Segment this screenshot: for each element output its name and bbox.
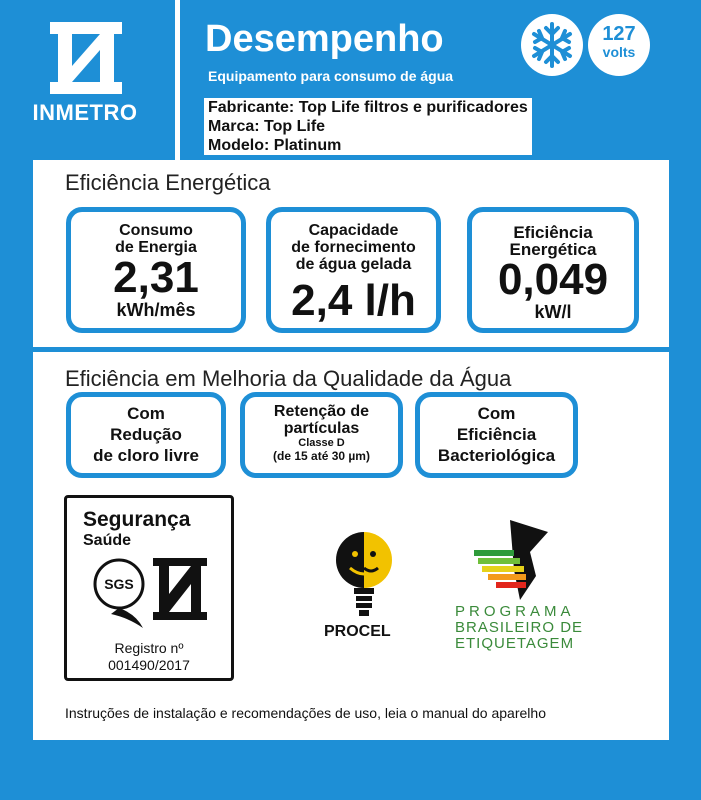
water-capacity-card (266, 207, 441, 333)
card-line: Com (127, 404, 165, 423)
card-label: de água gelada (295, 256, 412, 273)
card-line: Bacteriológica (437, 446, 556, 465)
snowflake-icon (521, 14, 583, 76)
section-divider (33, 347, 669, 352)
water-capacity-value: 2,4 l/h (291, 276, 416, 325)
bacteriological-card (415, 392, 578, 478)
inmetro-logo-text: INMETRO (32, 100, 138, 125)
badge-registration (67, 640, 231, 674)
header-divider (175, 0, 180, 160)
sgs-inmetro-seal (81, 556, 221, 636)
energy-consumption-unit: kWh/mês (116, 300, 196, 320)
badge-subtitle: Saúde (83, 532, 132, 549)
particle-retention-card (240, 392, 403, 478)
pbe-line: BRASILEIRO DE (455, 619, 584, 636)
brand: Marca: Top Life (208, 118, 326, 135)
energy-section-title: Eficiência Energética (65, 170, 271, 195)
registration-label: Registro nº (114, 640, 184, 656)
inmetro-logo (0, 0, 170, 160)
card-line: Classe D (298, 437, 345, 449)
product-info (204, 98, 532, 155)
energy-efficiency-card (467, 207, 639, 333)
sgs-text: SGS (104, 576, 134, 592)
energy-consumption-card (66, 207, 246, 333)
card-label: Eficiência (513, 223, 593, 242)
pbe-logo-icon (470, 520, 560, 605)
card-line: Eficiência (456, 425, 537, 444)
card-line: de cloro livre (93, 446, 199, 465)
header (0, 0, 701, 160)
card-line: Redução (110, 425, 182, 444)
card-line: Com (477, 404, 516, 423)
card-label: Energética (509, 240, 597, 259)
safety-badge (64, 495, 234, 681)
card-label: Consumo (119, 222, 193, 239)
registration-number: 001490/2017 (108, 657, 190, 673)
sgs-tail-icon (111, 608, 143, 628)
voltage-value: 127 (602, 23, 636, 45)
energy-efficiency-unit: kW/l (534, 302, 572, 322)
procel-label: PROCEL (324, 623, 391, 640)
card-label: de Energia (115, 239, 197, 256)
model: Modelo: Platinum (208, 137, 342, 154)
page-subtitle: Equipamento para consumo de água (208, 68, 454, 84)
inmetro-n-icon (50, 22, 122, 94)
voltage-badge (588, 14, 650, 76)
page-title: Desempenho (205, 18, 444, 60)
badge-title: Segurança (83, 508, 191, 531)
procel-bulb-icon (334, 530, 394, 622)
energy-efficiency-value: 0,049 (497, 255, 609, 304)
pbe-text (455, 604, 583, 652)
quality-section-title: Eficiência em Melhoria da Qualidade da Água (65, 366, 512, 391)
voltage-unit: volts (602, 44, 636, 60)
energy-consumption-value: 2,31 (113, 253, 199, 302)
pbe-line: ETIQUETAGEM (455, 635, 575, 652)
footer-note: Instruções de instalação e recomendações de uso, leia o manual do aparelho (65, 705, 546, 721)
manufacturer: Fabricante: Top Life filtros e purificadores (208, 99, 528, 116)
pbe-line: PROGRAMA (455, 603, 575, 620)
card-line: (de 15 até 30 µm) (273, 449, 370, 463)
card-label: de fornecimento (291, 239, 416, 256)
card-line: Retenção de (273, 403, 370, 420)
card-line: partículas (283, 420, 360, 437)
card-label: Capacidade (308, 222, 399, 239)
chlorine-reduction-card (66, 392, 226, 478)
